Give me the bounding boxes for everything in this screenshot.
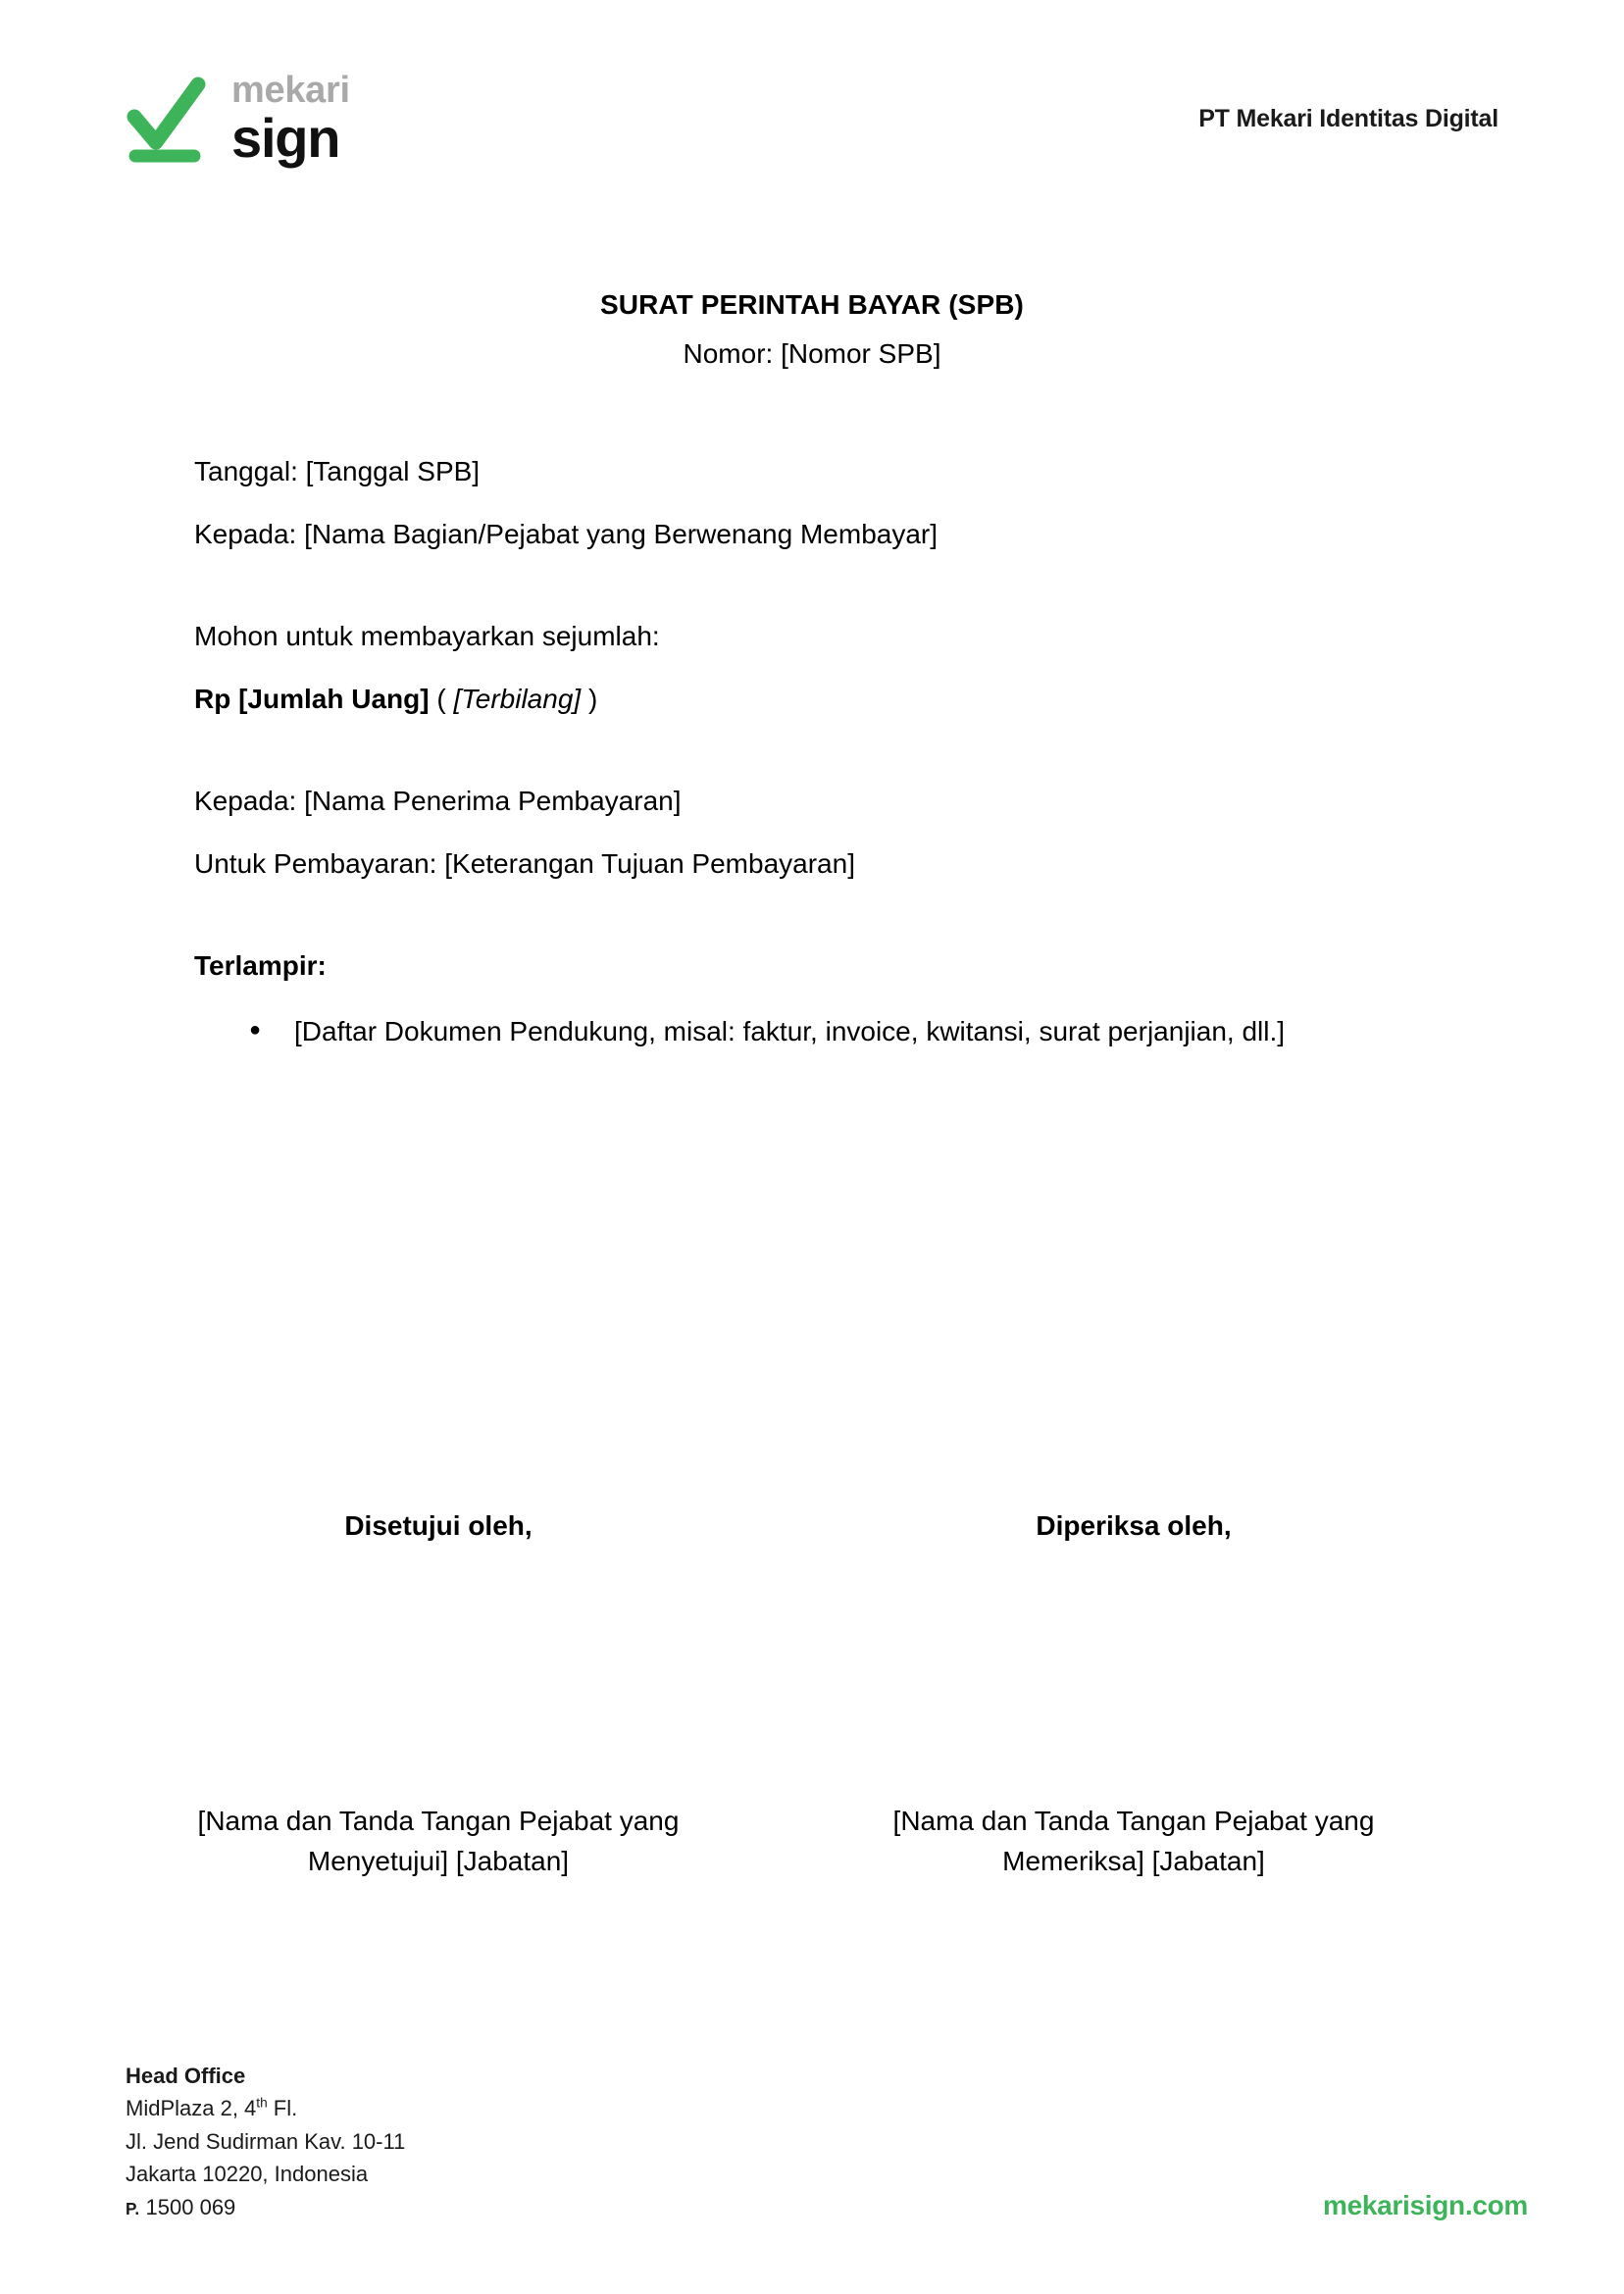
amount-value: Rp [Jumlah Uang]: [194, 684, 430, 714]
company-name: PT Mekari Identitas Digital: [1198, 104, 1498, 132]
amount-in-words: [Terbilang]: [453, 684, 582, 714]
head-office-address: [126, 2060, 405, 2223]
checked-by-name: [Nama dan Tanda Tangan Pejabat yang Memeriksa] [Jabatan]: [892, 1806, 1375, 1876]
request-line: Mohon untuk membayarkan sejumlah:: [194, 621, 660, 651]
attachment-label: Terlampir:: [194, 950, 327, 981]
spacer: [194, 555, 1430, 616]
logo-word-mekari: mekari: [231, 70, 350, 111]
paren-close: ): [587, 684, 598, 714]
office-title: Head Office: [126, 2063, 246, 2088]
page-header: [0, 65, 1624, 173]
signature-space-approved[interactable]: [194, 1547, 683, 1802]
logo-wordmark: [231, 70, 350, 169]
spacer: [194, 885, 1430, 945]
ordinal-suffix: th: [256, 2095, 268, 2111]
address-line-3: Jakarta 10220, Indonesia: [126, 2162, 369, 2187]
document-body: [194, 284, 1430, 1051]
date-line: Tanggal: [Tanggal SPB]: [194, 456, 481, 486]
mekari-sign-logo: [126, 70, 350, 169]
document-title: SURAT PERINTAH BAYAR (SPB): [600, 289, 1024, 320]
address-line-1-pre: MidPlaza 2, 4: [126, 2096, 257, 2121]
approved-by-name: [Nama dan Tanda Tangan Pejabat yang Menyetujui] [Jabatan]: [197, 1806, 680, 1876]
address-line-2: Jl. Jend Sudirman Kav. 10-11: [126, 2128, 406, 2154]
addressee-line: Kepada: [Nama Bagian/Pejabat yang Berwenang Membayar]: [194, 519, 939, 549]
page-footer: [126, 2060, 1528, 2223]
checked-by-heading: Diperiksa oleh,: [1036, 1510, 1232, 1541]
phone-number: 1500 069: [145, 2194, 236, 2219]
approved-by-heading: Disetujui oleh,: [344, 1510, 533, 1541]
signature-block-checked: [812, 1505, 1430, 1881]
signature-block-approved: [194, 1505, 812, 1881]
phone-prefix: P.: [126, 2198, 140, 2218]
list-item: ● [Daftar Dokumen Pendukung, misal: faktur, invoice, kwitansi, surat perjanjian, dll.]: [194, 1012, 1430, 1051]
green-check-underline-icon: [126, 74, 210, 164]
logo-word-sign: sign: [231, 107, 340, 169]
signature-space-checked[interactable]: [837, 1547, 1430, 1802]
spacer: [194, 720, 1430, 781]
payee-line: Kepada: [Nama Penerima Pembayaran]: [194, 786, 682, 816]
paren-open: (: [436, 684, 446, 714]
attachment-list: [194, 1012, 1430, 1051]
spacer: [194, 375, 1430, 451]
document-number: Nomor: [Nomor SPB]: [683, 338, 941, 369]
purpose-line: Untuk Pembayaran: [Keterangan Tujuan Pembayaran]: [194, 848, 855, 879]
phone-line: [126, 2191, 405, 2223]
address-line-1-post: Fl.: [267, 2096, 298, 2121]
signature-area: [194, 1505, 1430, 1881]
address-line-1: [126, 2092, 405, 2124]
amount-line: [194, 679, 1430, 720]
website-url[interactable]: mekarisign.com: [1323, 2190, 1528, 2220]
